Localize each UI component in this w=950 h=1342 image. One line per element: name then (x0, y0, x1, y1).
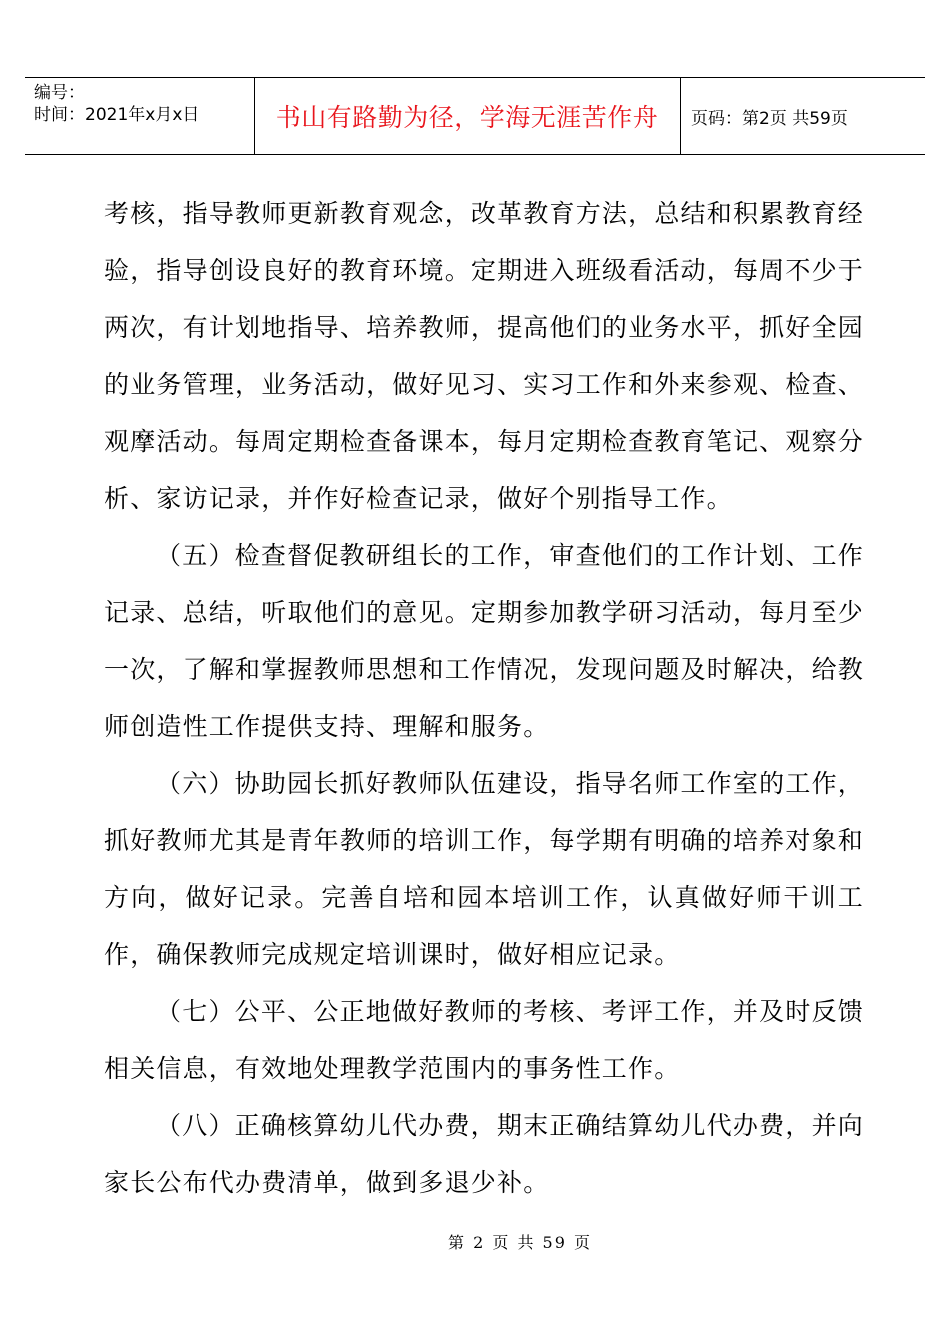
paragraph: （八）正确核算幼儿代办费，期末正确结算幼儿代办费，并向家长公布代办费清单，做到多退少补。 (104, 1111, 864, 1197)
page-footer: 第 2 页 共 59 页 (448, 1233, 592, 1252)
header-motto: 书山有路勤为径，学海无涯苦作舟 (275, 103, 659, 132)
time-label: 时间：2021年x月x日 (34, 105, 200, 125)
paragraph: （七）公平、公正地做好教师的考核、考评工作，并及时反馈相关信息，有效地处理教学范围内的事务性工作。 (104, 997, 864, 1083)
number-label: 编号： (34, 83, 85, 103)
paragraph: （六）协助园长抓好教师队伍建设，指导名师工作室的工作，抓好教师尤其是青年教师的培训工作，每学期有明确的培养对象和方向，做好记录。完善自培和园本培训工作，认真做好师干训工作，确保教师完成规定培训课时，做好相应记录。 (104, 769, 864, 969)
document-body (104, 185, 864, 1211)
document-header (25, 77, 925, 155)
paragraph: （五）检查督促教研组长的工作，审查他们的工作计划、工作记录、总结，听取他们的意见。定期参加教学研习活动，每月至少一次，了解和掌握教师思想和工作情况，发现问题及时解决，给教师创造性工作提供支持、理解和服务。 (104, 541, 864, 741)
header-meta (34, 82, 254, 126)
header-page-info: 页码：第2页 共59页 (691, 108, 848, 129)
header-divider (680, 78, 681, 154)
paragraph: 考核，指导教师更新教育观念，改革教育方法，总结和积累教育经验，指导创设良好的教育环境。定期进入班级看活动，每周不少于两次，有计划地指导、培养教师，提高他们的业务水平，抓好全园的业务管理，业务活动，做好见习、实习工作和外来参观、检查、观摩活动。每周定期检查备课本，每月定期检查教育笔记、观察分析、家访记录，并作好检查记录，做好个别指导工作。 (104, 199, 864, 513)
